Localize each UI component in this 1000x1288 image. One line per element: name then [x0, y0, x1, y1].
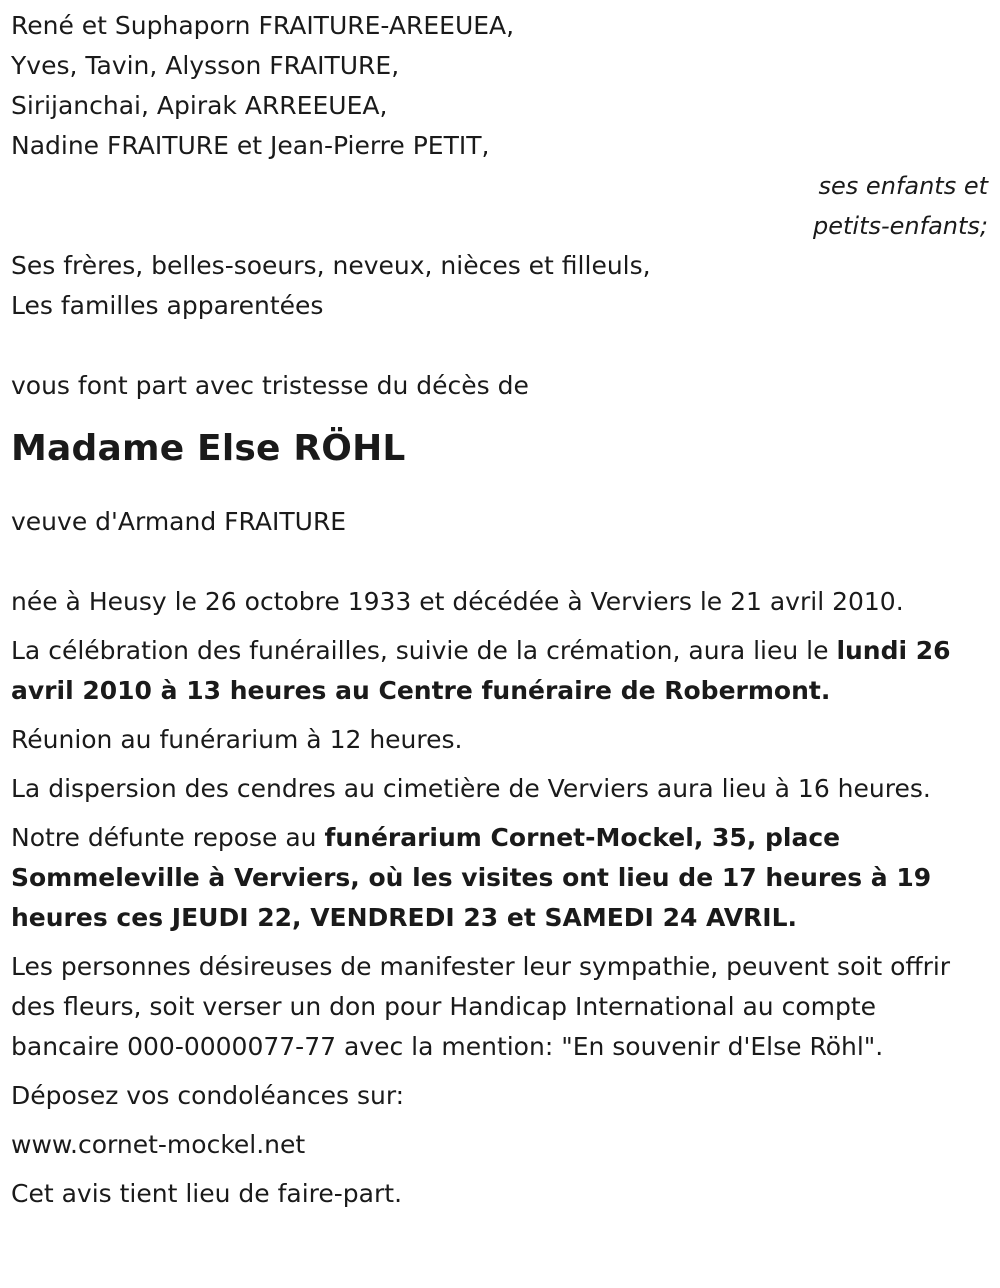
condolences-label: Déposez vos condoléances sur:: [11, 1081, 405, 1110]
family-line-4: Nadine FRAITURE et Jean-Pierre PETIT,: [11, 131, 490, 160]
relation-children: ses enfants et: [818, 172, 988, 200]
spacer: [11, 326, 990, 366]
meeting-text: Réunion au funérarium à 12 heures.: [11, 725, 463, 754]
website-link[interactable]: www.cornet-mockel.net: [11, 1130, 306, 1159]
ceremony-paragraph: [11, 631, 990, 711]
family-list: [11, 0, 990, 246]
sympathy-text: Les personnes désireuses de manifester leur sympathie, peuvent soit offrir des fleurs, soit verser un don pour Handicap International au compte bancaire 000-0000077-77 avec la mention: "En souvenir d'Else Röhl".: [11, 952, 951, 1061]
spacer: [11, 542, 990, 582]
birth-death-text: née à Heusy le 26 octobre 1933 et décédée à Verviers le 21 avril 2010.: [11, 587, 904, 616]
visitation-details: funérarium Cornet-Mockel, 35, place Sommeleville à Verviers, où les visites ont lieu de 17 heures à 19 heures ces JEUDI 22, VENDREDI 23 et SAMEDI 24 AVRIL.: [11, 823, 932, 932]
relation-grandchildren: petits-enfants;: [813, 212, 988, 240]
closing-text: Cet avis tient lieu de faire-part.: [11, 1179, 403, 1208]
ceremony-details: lundi 26 avril 2010 à 13 heures au Centre funéraire de Robermont.: [11, 636, 951, 705]
family-line-2: Yves, Tavin, Alysson FRAITURE,: [11, 51, 400, 80]
relatives-line-1: Ses frères, belles-soeurs, neveux, nièces et filleuls,: [11, 251, 651, 280]
ashes-text: La dispersion des cendres au cimetière de Verviers aura lieu à 16 heures.: [11, 774, 931, 803]
visitation-text: Notre défunte repose au: [11, 823, 325, 852]
family-line-3: Sirijanchai, Apirak ARREEUEA,: [11, 91, 388, 120]
visitation-paragraph: [11, 818, 990, 938]
relatives-line-2: Les familles apparentées: [11, 291, 324, 320]
ceremony-text: La célébration des funérailles, suivie de la crémation, aura lieu le: [11, 636, 837, 665]
deceased-name: Madame Else RÖHL: [11, 428, 406, 469]
family-line-1: René et Suphaporn FRAITURE-AREEUEA,: [11, 11, 515, 40]
widow-of-text: veuve d'Armand FRAITURE: [11, 507, 347, 536]
announcement-text: vous font part avec tristesse du décès de: [11, 371, 529, 400]
